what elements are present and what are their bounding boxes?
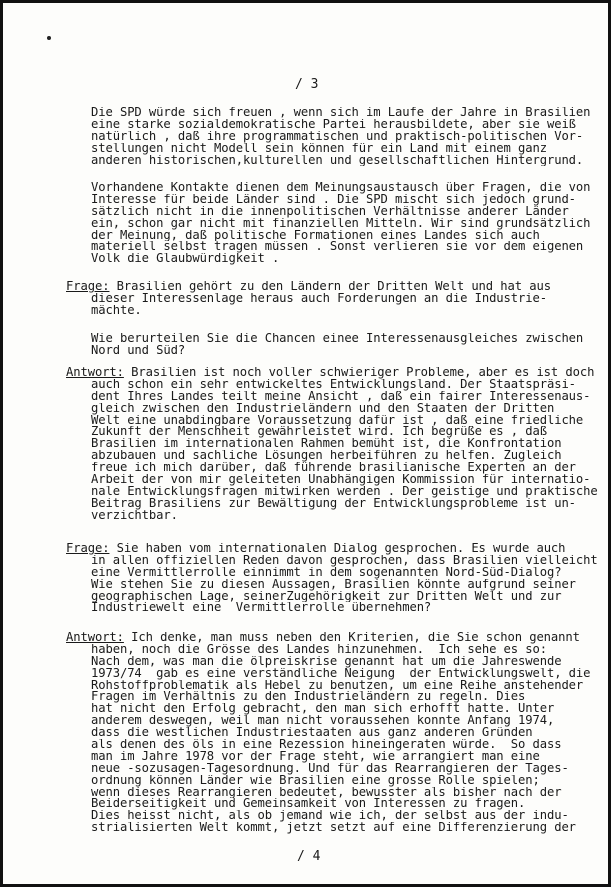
text-line: [3, 230, 590, 242]
text-line: [3, 703, 590, 715]
text-line: [3, 438, 598, 450]
text-line: [3, 155, 590, 167]
line-text: Vorhandene Kontakte dienen dem Meinungsaustausch über Fragen, die von: [91, 182, 591, 194]
line-text: Nach dem, was man die ölpreiskrise genannt hat um die Jahreswende: [91, 655, 562, 668]
line-text: Arbeit der von mir geleiteten Unabhängigen Kommission für internatio-: [91, 474, 591, 486]
text-line: [3, 668, 590, 680]
line-text: Brasilien ist noch voller schwieriger Probleme, aber es ist doch: [123, 367, 595, 379]
text-line: [3, 602, 598, 614]
speaker-label: Frage:: [66, 281, 110, 293]
text-line: [3, 218, 590, 230]
text-line: [3, 567, 598, 579]
page-number-bottom: / 4: [297, 849, 321, 864]
line-text: Rohstoffproblematik als Hebel zu benutzen, um eine Reihe anstehender: [91, 679, 584, 692]
line-text: neue -sozusagen-Tagesordnung. Und für das Rearrangieren der Tages-: [91, 762, 569, 775]
text-line: [3, 775, 590, 787]
text-line: [3, 241, 590, 253]
speaker-label: Frage:: [66, 543, 110, 555]
line-text: Wie stehen Sie zu diesen Aussagen, Brasilien könnte aufgrund seiner: [91, 578, 576, 591]
text-line: [3, 474, 598, 486]
text-line: [3, 555, 598, 567]
text-line: [3, 510, 598, 522]
line-text: wenn dieses Rearrangieren bedeutet, bewusster als bisher nach der: [91, 786, 562, 799]
line-text: sätzlich nicht in die innenpolitischen Verhältnisse anderer Länder: [91, 205, 569, 218]
line-text: gleich zwischen den Industrieländern und den Staaten der Dritten: [91, 402, 555, 415]
text-line: [3, 426, 598, 438]
text-line: [3, 739, 590, 751]
text-line: [3, 119, 590, 131]
line-text: eine Vermittlerrolle einnimmt in dem sogenannten Nord-Süd-Dialog?: [91, 566, 562, 579]
line-text: dieser Interessenlage heraus auch Forderungen an die Industrie-: [91, 292, 547, 305]
text-line: [3, 379, 598, 391]
text-line: [3, 367, 598, 379]
text-line: [3, 498, 598, 510]
line-text: Welt eine unabdingbare Voraussetzung dafür ist , daß eine friedliche: [91, 414, 584, 427]
line-text: 1973/74 gab es eine verständliche Neigung der Entwicklungswelt, die: [91, 667, 591, 680]
text-line: [3, 810, 590, 822]
line-text: Sie haben vom internationalen Dialog gesprochen. Es wurde auch: [109, 543, 566, 555]
text-line: [3, 632, 590, 644]
line-text: auch schon ein sehr entwickeltes Entwicklungsland. Der Staatspräsi-: [91, 378, 576, 391]
text-line: [3, 486, 598, 498]
line-text: Interesse für beide Länder sind . Die SPD mischt sich jedoch grund-: [91, 193, 576, 206]
text-line: [3, 143, 590, 155]
text-line: [3, 462, 598, 474]
line-text: Dies heisst nicht, als ob jemand wie ich, der selbst aus der indu-: [91, 810, 569, 823]
line-text: in allen offiziellen Reden davon gesprochen, dass Brasilien vielleicht: [91, 554, 598, 567]
text-line: [3, 787, 590, 799]
text-line: [3, 107, 590, 119]
question-1-continued: [3, 333, 583, 357]
text-line: [3, 182, 590, 194]
line-text: Volk die Glaubwürdigkeit .: [91, 253, 280, 266]
line-text: der Meinung, daß politische Formationen eines Landes sich auch: [91, 229, 540, 242]
text-line: [3, 206, 590, 218]
line-text: strialisierten Welt kommt, jetzt setzt auf eine Differenzierung der: [91, 822, 576, 835]
answer-1: [3, 367, 598, 522]
paragraph-1: [3, 107, 590, 166]
text-line: [3, 579, 598, 591]
line-text: nale Entwicklungsfragen mitwirken werden . Der geistige und praktische: [91, 485, 598, 498]
line-text: Beitrag Brasiliens zur Bewältigung der Entwicklungsprobleme ist un-: [91, 497, 576, 510]
line-text: dent Ihres Landes teilt meine Ansicht , daß ein fairer Interessenaus-: [91, 390, 591, 403]
paragraph-2: [3, 182, 590, 265]
line-text: Beiderseitigkeit und Gemeinsamkeit von Interessen zu fragen.: [91, 798, 526, 811]
line-text: abzubauen und sachliche Lösungen herbeiführen zu helfen. Zugleich: [91, 450, 562, 463]
line-text: materiell selbst tragen müssen . Sonst verlieren sie vor dem eigenen: [91, 241, 584, 254]
line-text: Ich denke, man muss neben den Kriterien, die Sie schon genannt: [123, 632, 580, 644]
text-line: [3, 391, 598, 403]
answer-2: [3, 632, 590, 834]
text-line: [3, 333, 583, 345]
line-text: Brasilien gehört zu den Ländern der Dritten Welt und hat aus: [109, 281, 551, 293]
text-line: [3, 763, 590, 775]
line-text: eine starke sozialdemokratische Partei herausbildete, aber sie weiß: [91, 118, 576, 131]
line-text: Brasilien im internationalen Rahmen bemüht ist, die Konfrontation: [91, 438, 562, 451]
line-text: verzichtbar.: [91, 509, 178, 522]
text-line: [3, 305, 551, 317]
text-line: [3, 281, 551, 293]
text-line: [3, 644, 590, 656]
line-text: ordnung können Länder wie Brasilien eine grosse Rolle spielen;: [91, 774, 540, 787]
line-text: Industriewelt eine Vermittlerrolle übernehmen?: [91, 602, 432, 615]
text-line: [3, 293, 551, 305]
text-line: [3, 403, 598, 415]
question-1: [3, 281, 551, 317]
line-text: stellungen nicht Modell sein können für ein Land mit einem ganz: [91, 142, 547, 155]
text-line: [3, 253, 590, 265]
line-text: natürlich , daß ihre programmatischen und praktisch-politischen Vor-: [91, 130, 584, 143]
text-line: [3, 680, 590, 692]
question-2: [3, 543, 598, 614]
line-text: hat nicht den Erfolg gebracht, den man sich erhofft hatte. Unter: [91, 703, 555, 716]
line-text: als denen des öls in eine Rezession hineingeraten würde. So dass: [91, 739, 562, 751]
line-text: freue ich mich darüber, daß führende brasilianische Experten an der: [91, 462, 576, 475]
line-text: geographischen Lage, seinerZugehörigkeit zur Dritten Welt und zur: [91, 590, 562, 603]
text-line: [3, 656, 590, 668]
text-line: [3, 822, 590, 834]
speaker-label: Antwort:: [66, 632, 124, 644]
line-text: anderem deswegen, weil man nicht voraussehen konnte Anfang 1974,: [91, 715, 555, 728]
text-line: [3, 543, 598, 555]
text-line: [3, 727, 590, 739]
page-number-top: / 3: [295, 77, 319, 92]
line-text: Zukunft der Menschheit gewährleistet wird. Ich begrüße es , daß: [91, 426, 547, 439]
line-text: mächte.: [91, 304, 142, 317]
scan-speck: [47, 36, 51, 40]
line-text: haben, noch die Grösse des Landes hinzunehmen. Ich sehe es so:: [91, 643, 547, 656]
line-text: Nord und Süd?: [91, 344, 186, 357]
text-line: [3, 194, 590, 206]
line-text: ein, schon gar nicht mit finanziellen Mitteln. Wir sind grundsätzlich: [91, 217, 591, 230]
text-line: [3, 751, 590, 763]
text-line: [3, 691, 590, 703]
text-line: [3, 415, 598, 427]
text-line: [3, 450, 598, 462]
line-text: Wie berurteilen Sie die Chancen einee Interessenausgleiches zwischen: [91, 333, 584, 345]
text-line: [3, 345, 583, 357]
line-text: Die SPD würde sich freuen , wenn sich im Laufe der Jahre in Brasilien: [91, 107, 591, 119]
speaker-label: Antwort:: [66, 367, 124, 379]
line-text: dass die westlichen Industriestaaten aus ganz anderen Gründen: [91, 727, 533, 740]
line-text: man im Jahre 1978 vor der Frage steht, wie arrangiert man eine: [91, 750, 540, 763]
text-line: [3, 798, 590, 810]
text-line: [3, 715, 590, 727]
text-line: [3, 591, 598, 603]
line-text: Fragen im Verhältnis zu den Industrieländern zu regeln. Dies: [91, 691, 526, 704]
line-text: anderen historischen,kulturellen und gesellschaftlichen Hintergrund.: [91, 154, 584, 167]
text-line: [3, 131, 590, 143]
